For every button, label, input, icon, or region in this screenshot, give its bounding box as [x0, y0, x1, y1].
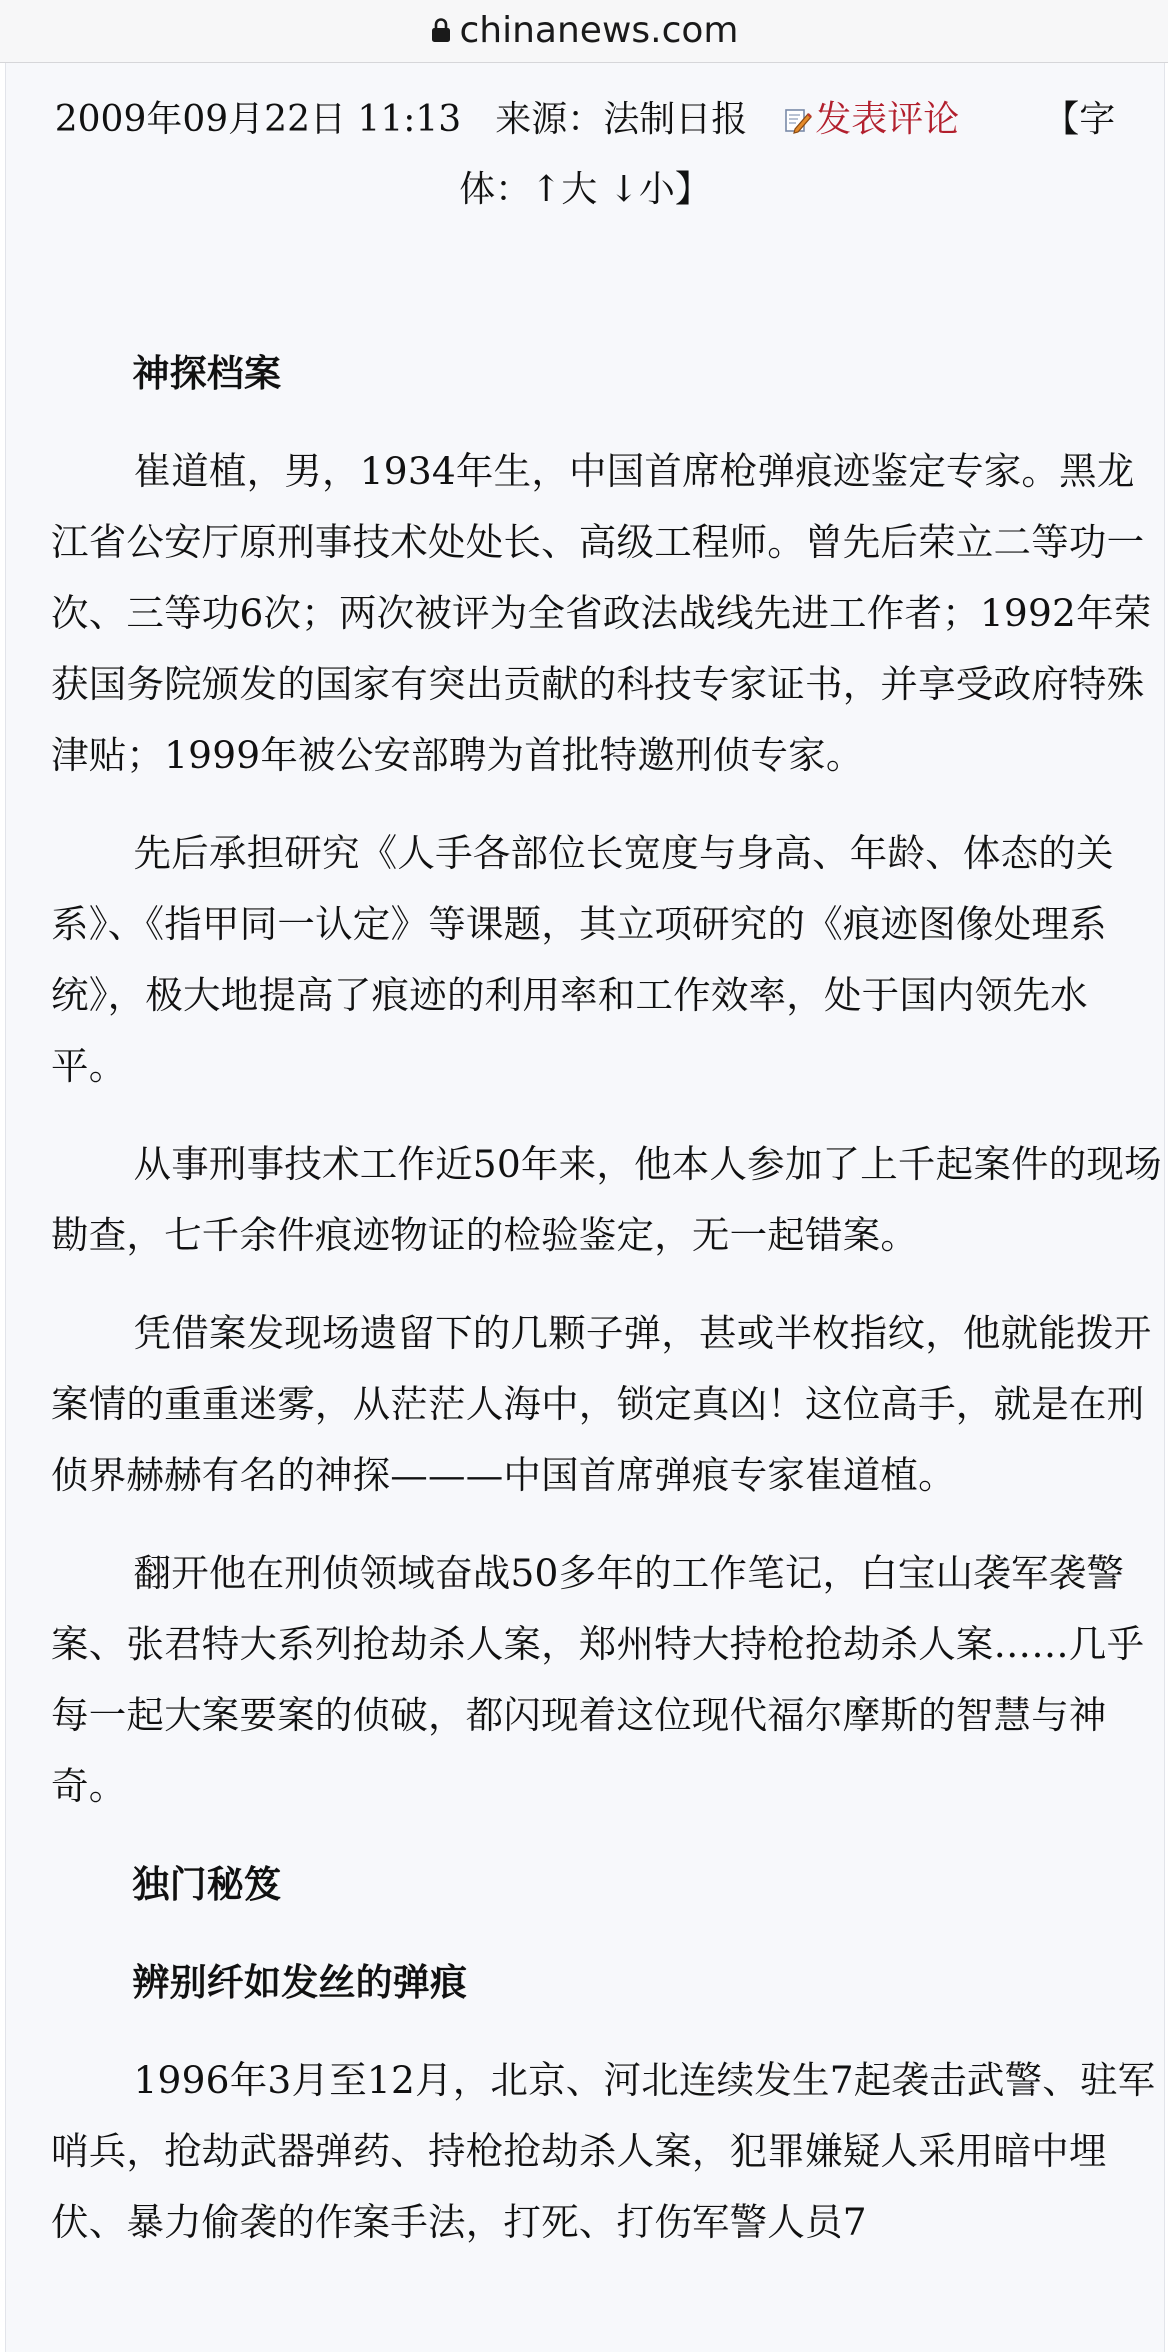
article-source: 来源：法制日报 [495, 99, 748, 140]
font-size-close: 】 [674, 169, 711, 210]
font-larger-link[interactable]: ↑大 [531, 169, 598, 210]
article-page [5, 63, 1165, 2352]
article-paragraph: 先后承担研究《人手各部位长宽度与身高、年龄、体态的关系》、《指甲同一认定》等课题，其立项研究的《痕迹图像处理系统》，极大地提高了痕迹的利用率和工作效率，处于国内领先水平。 [51, 831, 1114, 1088]
article-meta [6, 85, 1164, 225]
article-paragraph: 从事刑事技术工作近50年来，他本人参加了上千起案件的现场勘查，七千余件痕迹物证的检验鉴定，无一起错案。 [51, 1142, 1162, 1257]
section-heading: 神探档案 [132, 352, 282, 395]
url-text: chinanews.com [459, 9, 739, 51]
article-paragraph: 翻开他在刑侦领域奋战50多年的工作笔记，白宝山袭军袭警案、张君特大系列抢劫杀人案，郑州特大持枪抢劫杀人案……几乎每一起大案要案的侦破，都闪现着这位现代福尔摩斯的智慧与神奇。 [51, 1551, 1145, 1808]
section-heading: 辨别纤如发丝的弹痕 [132, 1961, 468, 2004]
article-paragraph: 1996年3月至12月，北京、河北连续发生7起袭击武警、驻军哨兵，抢劫武器弹药、持枪抢劫杀人案，犯罪嫌疑人采用暗中埋伏、暴力偷袭的作案手法，打死、打伤军警人员7 [51, 2058, 1156, 2244]
section-heading: 独门秘笈 [132, 1863, 282, 1906]
article-paragraph: 崔道植，男，1934年生，中国首席枪弹痕迹鉴定专家。黑龙江省公安厅原刑事技术处处长、高级工程师。曾先后荣立二等功一次、三等功6次；两次被评为全省政法战线先进工作者；1992年荣获国务院颁发的国家有突出贡献的科技专家证书，并享受政府特殊津贴；1999年被公安部聘为首批特邀刑侦专家。 [51, 449, 1152, 777]
font-smaller-link[interactable]: ↓小 [608, 169, 675, 210]
lock-icon [430, 17, 452, 43]
article-paragraph: 凭借案发现场遗留下的几颗子弹，甚或半枚指纹，他就能拨开案情的重重迷雾，从茫茫人海中，锁定真凶！这位高手，就是在刑侦界赫赫有名的神探———中国首席弹痕专家崔道植。 [51, 1311, 1152, 1497]
address-bar[interactable] [0, 0, 1168, 63]
comment-link[interactable] [783, 99, 959, 140]
pencil-icon [783, 89, 813, 119]
font-size-prefix: 【字 [1043, 99, 1116, 140]
publish-date: 2009年09月22日 11:13 [54, 99, 462, 140]
font-size-prefix-2: 体： [459, 169, 532, 210]
article-body [51, 338, 1163, 2285]
comment-label: 发表评论 [815, 99, 960, 140]
